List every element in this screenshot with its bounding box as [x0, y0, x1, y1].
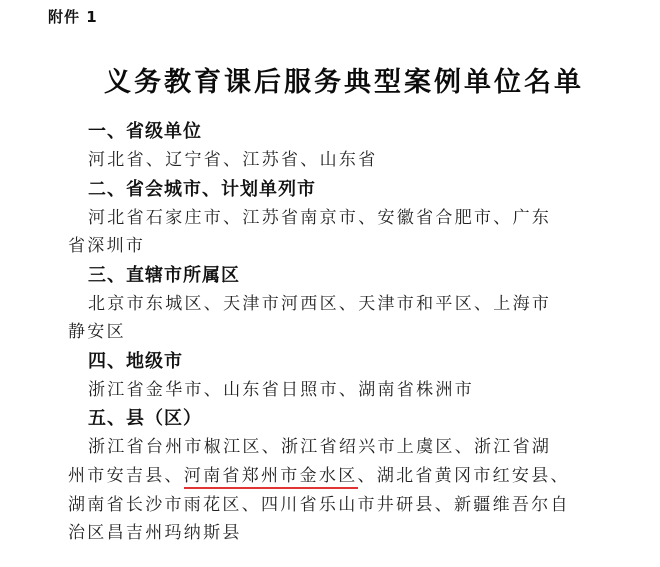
- section-line: 浙江省台州市椒江区、浙江省绍兴市上虞区、浙江省湖: [88, 437, 552, 457]
- section-heading-capital-cities: 二、省会城市、计划单列市: [88, 179, 316, 200]
- line-segment-after: 、湖北省黄冈市红安县、: [357, 466, 570, 486]
- section-line: 静安区: [68, 322, 126, 342]
- section-line: 河北省石家庄市、江苏省南京市、安徽省合肥市、广东: [88, 208, 552, 228]
- section-line: 省深圳市: [68, 236, 146, 256]
- section-line-with-highlight: [68, 461, 570, 486]
- section-heading-provincial: 一、省级单位: [88, 121, 202, 142]
- attachment-label: 附件 1: [48, 8, 98, 26]
- page-title: 义务教育课后服务典型案例单位名单: [104, 67, 584, 98]
- section-heading-counties: 五、县（区）: [88, 408, 202, 429]
- line-segment-before: 州市安吉县、: [68, 466, 184, 486]
- section-heading-prefecture-cities: 四、地级市: [88, 351, 183, 372]
- section-line: 河北省、辽宁省、江苏省、山东省: [88, 150, 378, 170]
- section-line: 治区昌吉州玛纳斯县: [68, 523, 242, 543]
- section-line: 浙江省金华市、山东省日照市、湖南省株洲市: [88, 380, 474, 400]
- section-line: 北京市东城区、天津市河西区、天津市和平区、上海市: [88, 294, 552, 314]
- highlighted-entry-underlined: 河南省郑州市金水区: [184, 466, 358, 489]
- section-line: 湖南省长沙市雨花区、四川省乐山市井研县、新疆维吾尔自: [68, 495, 570, 515]
- section-heading-municipal-districts: 三、直辖市所属区: [88, 265, 240, 286]
